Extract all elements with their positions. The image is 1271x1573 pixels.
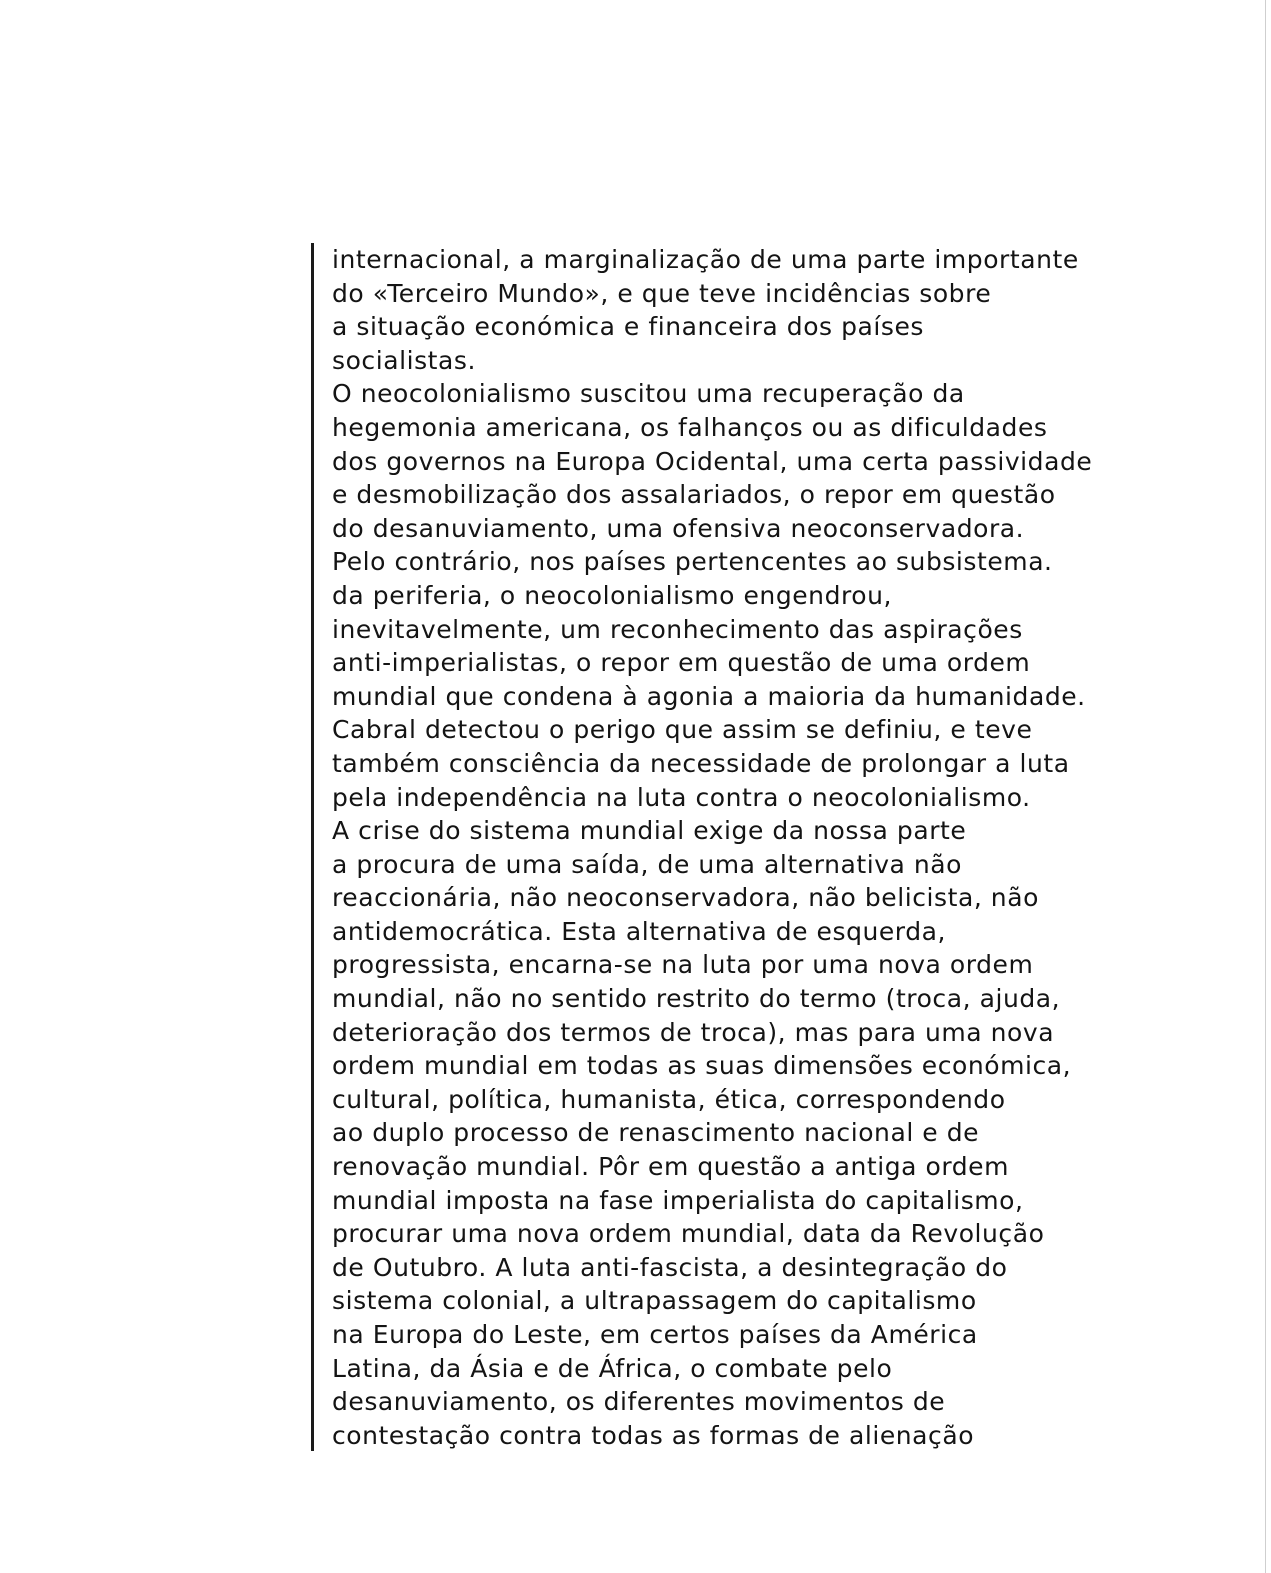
- text-line: do desanuviamento, uma ofensiva neoconservadora.: [332, 513, 1025, 543]
- text-line: internacional, a marginalização de uma parte importante: [332, 245, 1079, 274]
- text-line: da periferia, o neocolonialismo engendrou,: [332, 580, 893, 610]
- text-line: Cabral detectou o perigo que assim se definiu, e teve: [332, 715, 1033, 745]
- text-line: O neocolonialismo suscitou uma recuperação da: [332, 379, 965, 409]
- text-line: Latina, da Ásia e de África, o combate pelo: [332, 1353, 893, 1383]
- text-line: mundial imposta na fase imperialista do capitalismo,: [332, 1185, 1024, 1215]
- text-line: antidemocrática. Esta alternativa de esquerda,: [332, 916, 946, 946]
- margin-rule: [311, 243, 314, 1451]
- text-line: também consciência da necessidade de prolongar a luta: [332, 748, 1070, 778]
- text-line: cultural, política, humanista, ética, correspondendo: [332, 1084, 1006, 1114]
- text-line: a procura de uma saída, de uma alternativa não: [332, 849, 963, 879]
- text-line: ordem mundial em todas as suas dimensões económica,: [332, 1051, 1072, 1081]
- text-line: procurar uma nova ordem mundial, data da Revolução: [332, 1219, 1045, 1249]
- text-line: sistema colonial, a ultrapassagem do capitalismo: [332, 1286, 977, 1316]
- text-line: anti-imperialistas, o repor em questão de uma ordem: [332, 648, 1031, 678]
- text-line: pela independência na luta contra o neocolonialismo.: [332, 782, 1031, 812]
- text-line: progressista, encarna-se na luta por uma nova ordem: [332, 950, 1034, 980]
- text-line: do «Terceiro Mundo», e que teve incidências sobre: [332, 278, 992, 308]
- text-line: socialistas.: [332, 345, 476, 375]
- text-line: na Europa do Leste, em certos países da América: [332, 1320, 978, 1349]
- text-line: desanuviamento, os diferentes movimentos de: [332, 1387, 946, 1417]
- text-line: a situação económica e financeira dos países: [332, 312, 924, 342]
- text-line: ao duplo processo de renascimento nacional e de: [332, 1118, 980, 1148]
- text-line: mundial, não no sentido restrito do termo (troca, ajuda,: [332, 984, 1061, 1014]
- text-line: A crise do sistema mundial exige da nossa parte: [332, 816, 967, 846]
- text-line: deterioração dos termos de troca), mas para uma nova: [332, 1017, 1055, 1047]
- text-line: contestação contra todas as formas de alienação: [332, 1420, 975, 1450]
- text-line: reaccionária, não neoconservadora, não belicista, não: [332, 883, 1039, 913]
- text-line: de Outubro. A luta anti-fascista, a desintegração do: [332, 1252, 1008, 1282]
- text-line: Pelo contrário, nos países pertencentes ao subsistema.: [332, 547, 1053, 577]
- text-line: renovação mundial. Pôr em questão a antiga ordem: [332, 1152, 1010, 1182]
- scan-edge-line: [1265, 0, 1266, 1573]
- text-line: mundial que condena à agonia a maioria da humanidade.: [332, 681, 1086, 711]
- text-line: dos governos na Europa Ocidental, uma certa passividade: [332, 446, 1093, 476]
- text-line: hegemonia americana, os falhanços ou as dificuldades: [332, 412, 1048, 442]
- text-line: e desmobilização dos assalariados, o repor em questão: [332, 480, 1056, 510]
- body-text: [332, 243, 1192, 1452]
- text-line: inevitavelmente, um reconhecimento das aspirações: [332, 614, 1023, 644]
